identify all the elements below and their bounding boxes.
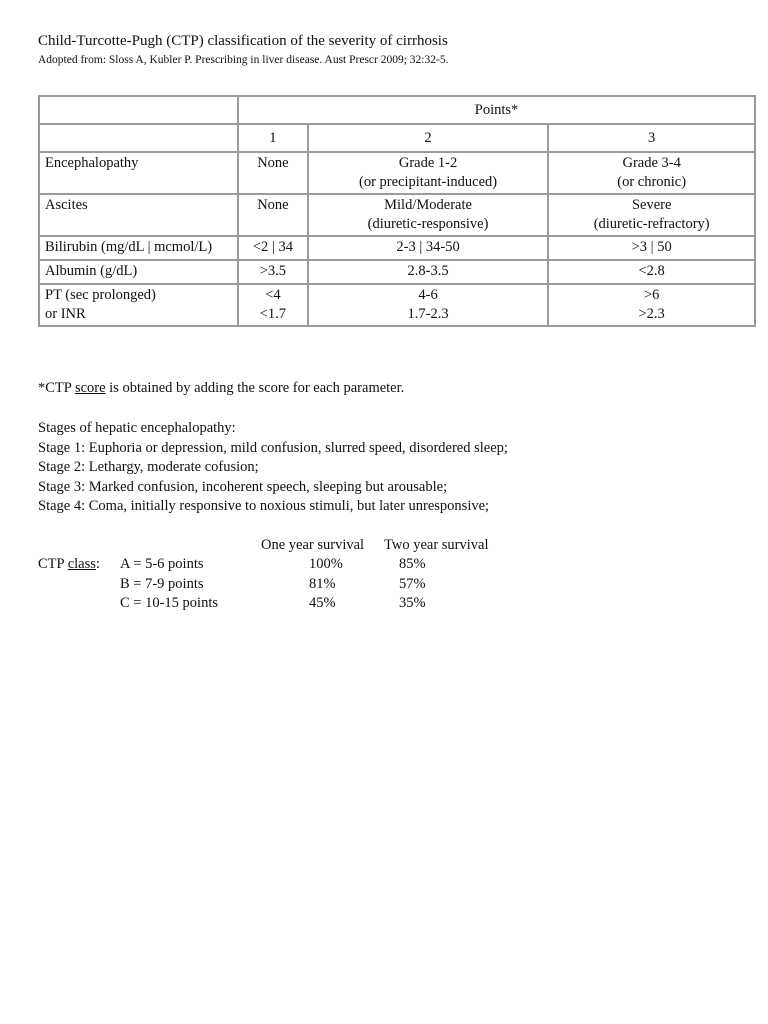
- score-footnote: [38, 380, 404, 397]
- class-a-two-year: 85%: [399, 556, 426, 572]
- class-label-word: class: [67, 556, 96, 572]
- two-year-survival-header: Two year survival: [384, 537, 489, 553]
- ctp-class-label: [38, 556, 100, 573]
- footnote-suffix: is obtained by adding the score for each parameter.: [105, 380, 405, 396]
- point3-cell: [548, 260, 755, 284]
- parameter-cell: [39, 284, 238, 326]
- stage-item: Stage 4: Coma, initially responsive to noxious stimuli, but later unresponsive;: [38, 498, 490, 515]
- table-row-pt-inr: [39, 284, 755, 326]
- point3-cell: [548, 194, 755, 236]
- point1-value: <4: [265, 287, 281, 303]
- class-label-suffix: :: [95, 556, 100, 572]
- footnote-score-word: score: [74, 380, 106, 396]
- one-year-survival-header: One year survival: [261, 537, 365, 553]
- parameter-cell: [39, 152, 238, 194]
- class-label-prefix: CTP: [38, 556, 68, 572]
- stages-heading: Stages of hepatic encephalopathy:: [38, 420, 236, 436]
- points-column-3: 3: [548, 124, 755, 152]
- table-row-ascites: [39, 194, 755, 236]
- point1-cell: [238, 152, 308, 194]
- parameter-label: Albumin (g/dL): [45, 263, 138, 279]
- point2-value: 4-6: [418, 287, 438, 303]
- parameter-label: Encephalopathy: [45, 155, 139, 171]
- points-column-1: 1: [238, 124, 308, 152]
- parameter-label-alt: or INR: [45, 306, 86, 322]
- point2-value: 2.8-3.5: [407, 263, 449, 279]
- class-a-one-year: 100%: [309, 556, 343, 572]
- class-b-one-year: 81%: [309, 576, 336, 592]
- table-row-albumin: [39, 260, 755, 284]
- points-header: Points*: [238, 96, 755, 124]
- point2-cell: [308, 152, 549, 194]
- source-citation: Adopted from: Sloss A, Kubler P. Prescribing in liver disease. Aust Prescr 2009; 32:32-5.: [38, 54, 449, 66]
- point1-value: None: [257, 197, 289, 213]
- point1-cell: [238, 260, 308, 284]
- point3-note: (or chronic): [617, 174, 687, 190]
- point3-cell: [548, 152, 755, 194]
- class-b-two-year: 57%: [399, 576, 426, 592]
- parameter-cell: [39, 236, 238, 260]
- point2-value: Grade 1-2: [398, 155, 458, 171]
- point2-value: 2-3 | 34-50: [396, 239, 460, 255]
- parameter-label: PT (sec prolonged): [45, 287, 156, 303]
- class-c-one-year: 45%: [309, 595, 336, 611]
- parameter-cell: [39, 194, 238, 236]
- document-title: Child-Turcotte-Pugh (CTP) classification of the severity of cirrhosis: [38, 33, 448, 49]
- parameter-label: Ascites: [45, 197, 88, 213]
- point2-value: Mild/Moderate: [384, 197, 472, 213]
- point1-value: <2 | 34: [252, 239, 293, 255]
- class-a-name: A = 5-6 points: [120, 556, 204, 572]
- table-points-row: [39, 124, 755, 152]
- point3-note: (diuretic-refractory): [593, 216, 710, 232]
- point3-value: Severe: [631, 197, 672, 213]
- encephalopathy-stages: [38, 419, 508, 517]
- table-row-bilirubin: [39, 236, 755, 260]
- point3-value-alt: >2.3: [638, 306, 665, 322]
- point2-note: (or precipitant-induced): [359, 174, 498, 190]
- point1-cell: [238, 284, 308, 326]
- table-blank-cell: [39, 124, 238, 152]
- point3-value: >6: [643, 287, 660, 303]
- table-corner-cell: [39, 96, 238, 124]
- point2-value-alt: 1.7-2.3: [407, 306, 449, 322]
- point1-cell: [238, 194, 308, 236]
- points-column-2: 2: [308, 124, 549, 152]
- point2-cell: [308, 236, 549, 260]
- point2-cell: [308, 194, 549, 236]
- point3-value: Grade 3-4: [622, 155, 681, 171]
- point2-cell: [308, 284, 549, 326]
- point3-cell: [548, 284, 755, 326]
- ctp-table: [38, 95, 756, 327]
- stage-item: Stage 3: Marked confusion, incoherent speech, sleeping but arousable;: [38, 478, 448, 495]
- stage-item: Stage 2: Lethargy, moderate cofusion;: [38, 459, 259, 476]
- point3-cell: [548, 236, 755, 260]
- point2-cell: [308, 260, 549, 284]
- parameter-label: Bilirubin (mg/dL | mcmol/L): [45, 239, 213, 255]
- point1-value-alt: <1.7: [259, 306, 287, 322]
- footnote-prefix: *CTP: [38, 380, 75, 396]
- point1-cell: [238, 236, 308, 260]
- class-c-name: C = 10-15 points: [120, 595, 219, 611]
- class-b-name: B = 7-9 points: [120, 576, 204, 592]
- class-c-two-year: 35%: [399, 595, 426, 611]
- table-header-row: [39, 96, 755, 124]
- point3-value: >3 | 50: [631, 239, 672, 255]
- point1-value: >3.5: [259, 263, 287, 279]
- stage-item: Stage 1: Euphoria or depression, mild confusion, slurred speed, disordered sleep;: [38, 439, 508, 456]
- table-row-encephalopathy: [39, 152, 755, 194]
- parameter-cell: [39, 260, 238, 284]
- point1-value: None: [257, 155, 289, 171]
- point3-value: <2.8: [638, 263, 665, 279]
- point2-note: (diuretic-responsive): [367, 216, 489, 232]
